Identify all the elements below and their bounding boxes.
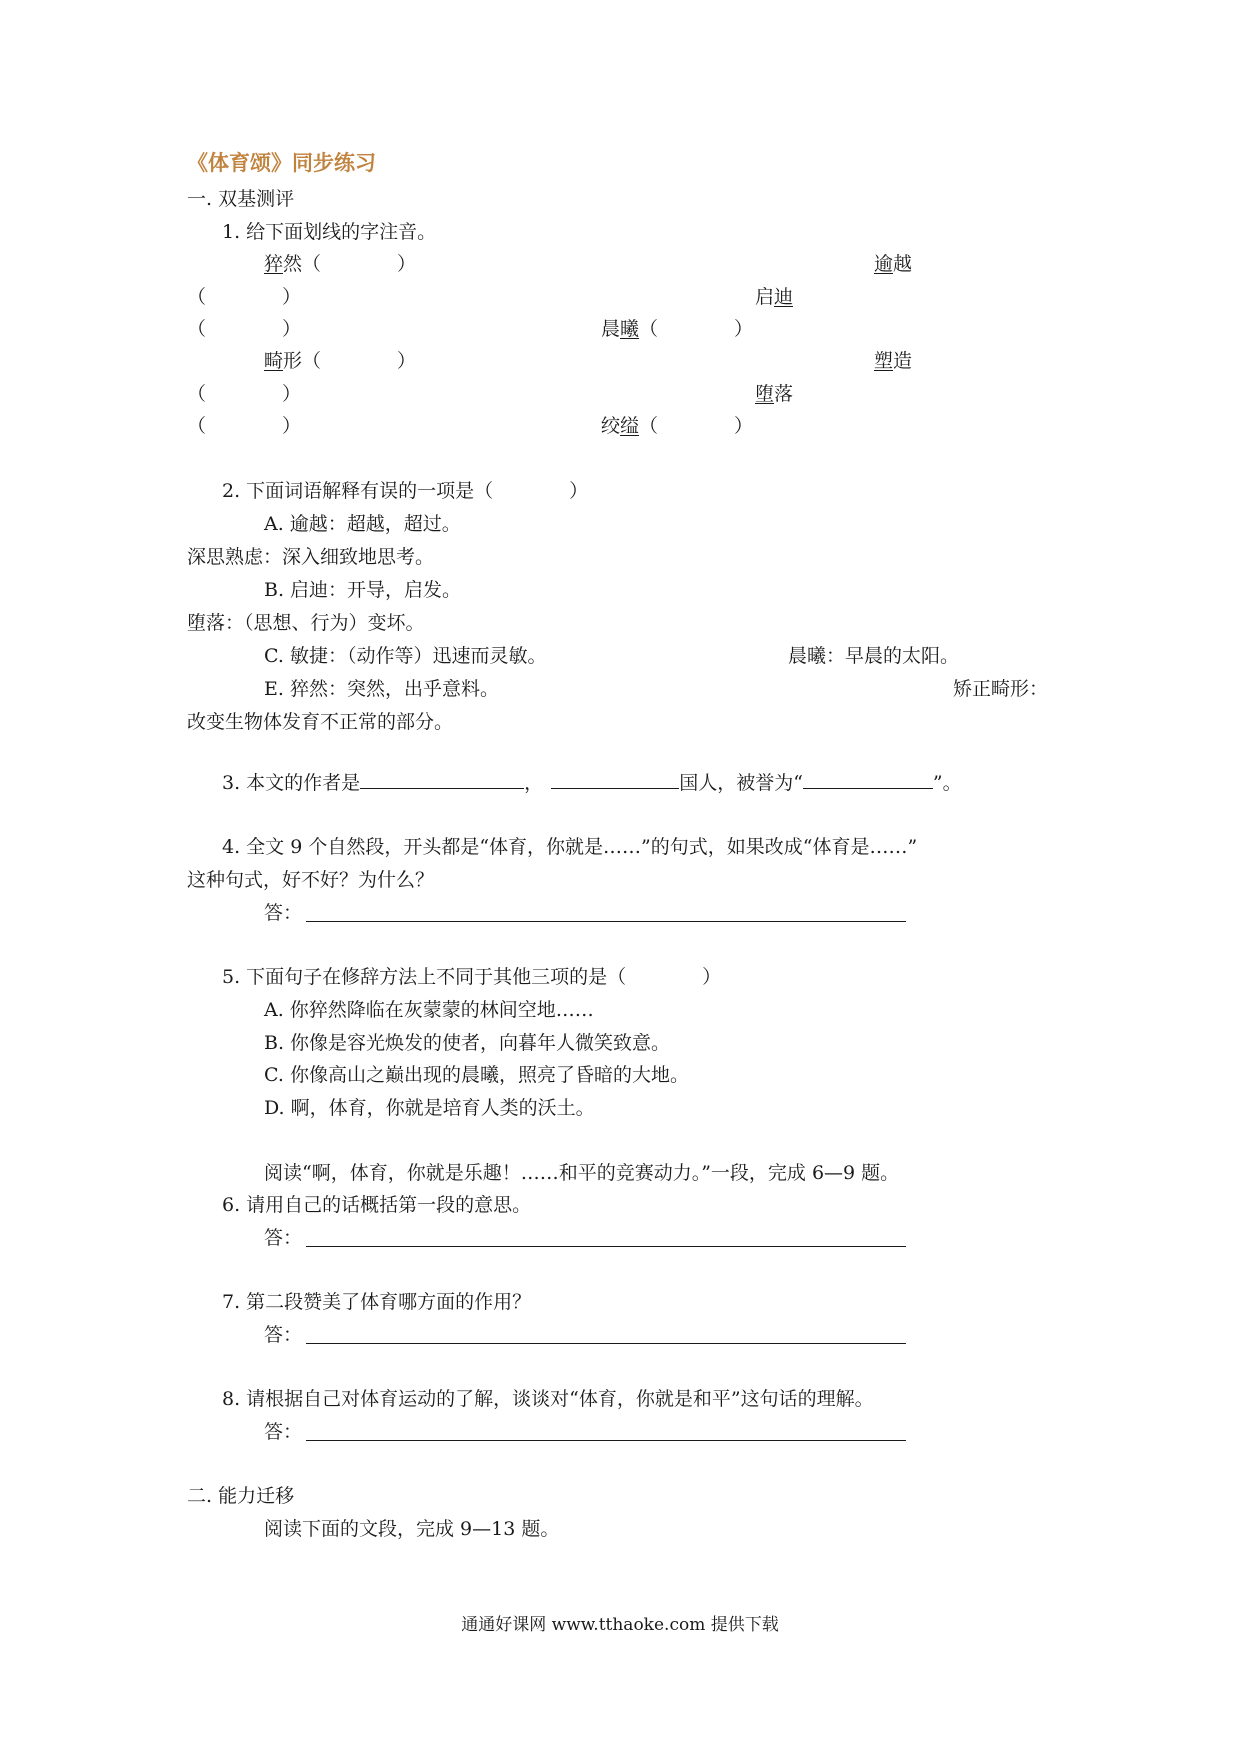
answer-line[interactable] <box>306 1343 906 1344</box>
q5-option: C. 你像高山之巅出现的晨曦，照亮了昏暗的大地。 <box>264 1064 689 1086</box>
q2-option: 矫正畸形： <box>953 678 1049 700</box>
q5-stem: 5. 下面句子在修辞方法上不同于其他三项的是（ ） <box>222 966 722 988</box>
q2-option: 改变生物体发育不正常的部分。 <box>187 711 454 733</box>
q1-paren: （ ） <box>187 286 302 308</box>
answer-label: 答： <box>264 1324 303 1346</box>
answer-label: 答： <box>264 1421 303 1443</box>
q1-item: 逾越 <box>874 253 913 275</box>
q5-option: D. 啊，体育，你就是培育人类的沃土。 <box>264 1097 595 1119</box>
blank-nationality[interactable] <box>551 770 679 789</box>
page-title: 《体育颂》同步练习 <box>187 150 376 175</box>
blank-title[interactable] <box>803 770 933 789</box>
q2-option: C. 敏捷：（动作等）迅速而灵敏。 <box>264 645 547 667</box>
q6-stem: 6. 请用自己的话概括第一段的意思。 <box>222 1194 532 1216</box>
q2-stem: 2. 下面词语解释有误的一项是（ ） <box>222 480 589 502</box>
q4-stem: 4. 全文 9 个自然段，开头都是“体育，你就是……”的句式，如果改成“体育是……” <box>222 836 918 858</box>
q3-fill-in: 3. 本文的作者是 ， 国人，被誉为“ ”。 <box>222 772 962 794</box>
q1-paren: （ ） <box>187 318 302 340</box>
q8-stem: 8. 请根据自己对体育运动的了解，谈谈对“体育，你就是和平”这句话的理解。 <box>222 1388 874 1410</box>
q1-paren: （ ） <box>187 383 302 405</box>
answer-line[interactable] <box>306 1440 906 1441</box>
q7-stem: 7. 第二段赞美了体育哪方面的作用？ <box>222 1291 532 1313</box>
q1-item: 猝然（ ） <box>264 253 417 275</box>
page-footer: 通通好课网 www.tthaoke.com 提供下载 <box>461 1615 779 1635</box>
reading-intro: 阅读“啊，体育，你就是乐趣！……和平的竞赛动力。”一段，完成 6—9 题。 <box>264 1162 900 1184</box>
q1-item: 塑造 <box>874 350 913 372</box>
q1-item: 畸形（ ） <box>264 350 417 372</box>
answer-label: 答： <box>264 902 303 924</box>
section-heading-1: 一. 双基测评 <box>187 188 295 210</box>
q1-paren: （ ） <box>187 415 302 437</box>
q1-item: 启迪 <box>755 286 794 308</box>
q5-option: B. 你像是容光焕发的使者，向暮年人微笑致意。 <box>264 1032 671 1054</box>
q2-option: 晨曦：早晨的太阳。 <box>788 645 960 667</box>
q1-item: 堕落 <box>755 383 794 405</box>
q1-item: 晨曦（ ） <box>601 318 754 340</box>
q1-stem: 1. 给下面划线的字注音。 <box>222 221 437 243</box>
answer-line[interactable] <box>306 921 906 922</box>
q2-option: B. 启迪：开导，启发。 <box>264 579 462 601</box>
section2-intro: 阅读下面的文段，完成 9—13 题。 <box>264 1518 560 1540</box>
answer-label: 答： <box>264 1227 303 1249</box>
q2-option: A. 逾越：超越，超过。 <box>264 513 461 535</box>
section-heading-2: 二. 能力迁移 <box>187 1485 295 1507</box>
blank-author[interactable] <box>360 770 524 789</box>
q2-option: 堕落：（思想、行为）变坏。 <box>187 612 425 634</box>
q1-item: 绞缢（ ） <box>601 415 754 437</box>
q2-option: 深思熟虑：深入细致地思考。 <box>187 546 435 568</box>
q5-option: A. 你猝然降临在灰蒙蒙的林间空地…… <box>264 999 594 1021</box>
q4-stem-cont: 这种句式，好不好？为什么？ <box>187 869 435 891</box>
answer-line[interactable] <box>306 1246 906 1247</box>
q2-option: E. 猝然：突然，出乎意料。 <box>264 678 499 700</box>
